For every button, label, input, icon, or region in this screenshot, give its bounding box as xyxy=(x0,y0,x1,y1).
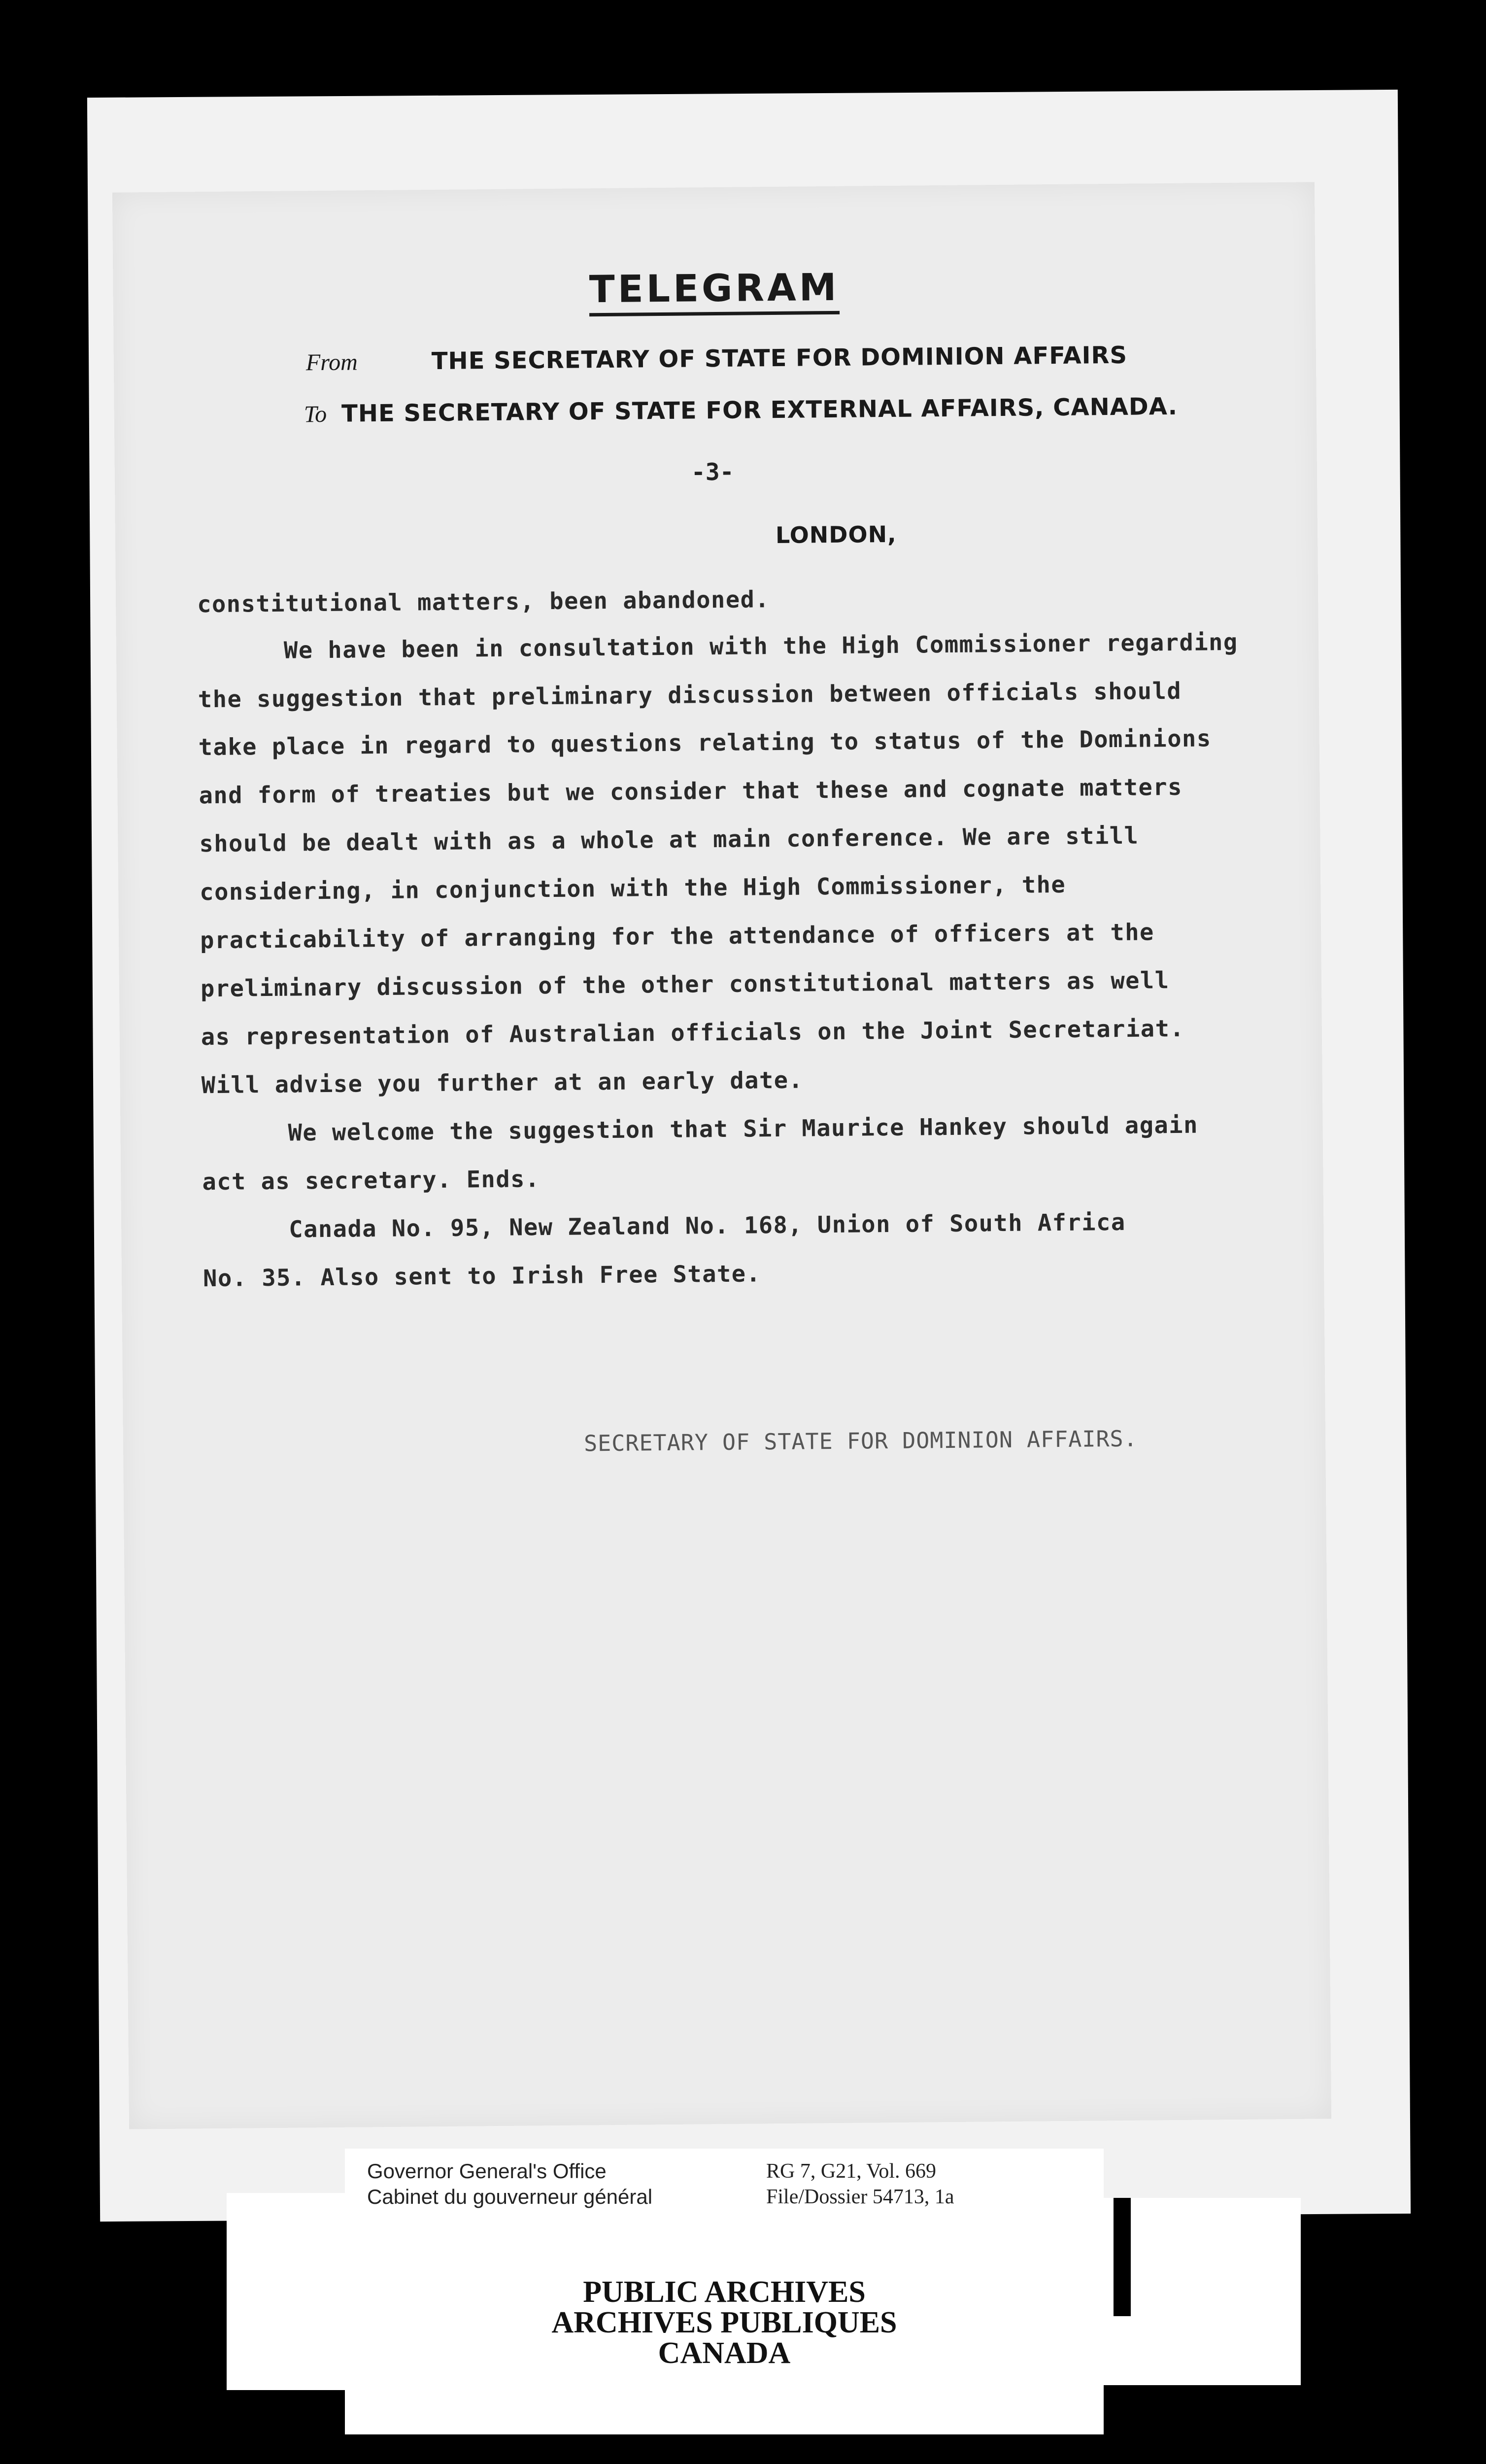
body-line: as representation of Australian officials on the Joint Secretariat. xyxy=(201,1015,1185,1051)
to-line xyxy=(304,392,1240,428)
telegram-heading: TELEGRAM xyxy=(113,261,1316,315)
body-line: We have been in consultation with the High Commissioner regarding xyxy=(283,628,1238,664)
archive-name xyxy=(345,2277,1104,2368)
to-text: THE SECRETARY OF STATE FOR EXTERNAL AFFAIRS, CANADA. xyxy=(341,392,1178,428)
body-line: Canada No. 95, New Zealand No. 168, Union of South Africa xyxy=(289,1208,1126,1243)
body-line: We welcome the suggestion that Sir Maurice Hankey should again xyxy=(288,1111,1199,1147)
body-line: preliminary discussion of the other constitutional matters as well xyxy=(200,967,1170,1003)
body-line: considering, in conjunction with the High Commissioner, the xyxy=(200,871,1066,906)
office-french: Cabinet du gouverneur général xyxy=(367,2185,653,2208)
body-line: should be dealt with as a whole at main conference. We are still xyxy=(199,822,1139,858)
file-number: File/Dossier 54713, 1a xyxy=(766,2186,954,2208)
office-english: Governor General's Office xyxy=(367,2159,607,2183)
body-line: act as secretary. Ends. xyxy=(202,1165,540,1196)
signature-line: SECRETARY OF STATE FOR DOMINION AFFAIRS. xyxy=(583,1425,1138,1457)
archive-name-french: ARCHIVES PUBLIQUES xyxy=(551,2306,897,2339)
telegram-page xyxy=(112,182,1331,2129)
body-line: and form of treaties but we consider that these and cognate matters xyxy=(199,773,1183,810)
reference-number: RG 7, G21, Vol. 669 xyxy=(766,2160,937,2183)
body-line: practicability of arranging for the attendance of officers at the xyxy=(200,919,1155,955)
to-label: To xyxy=(304,401,327,428)
label-tab-right xyxy=(1104,2198,1301,2385)
from-label: From xyxy=(305,349,358,376)
label-tab-left xyxy=(227,2193,360,2390)
body-line: take place in regard to questions relating to status of the Dominions xyxy=(198,725,1212,761)
from-line xyxy=(306,341,1242,376)
archive-reference xyxy=(766,2158,954,2210)
body-line: Will advise you further at an early date. xyxy=(201,1066,804,1099)
from-text: THE SECRETARY OF STATE FOR DOMINION AFFAIRS xyxy=(431,341,1128,376)
archive-country: CANADA xyxy=(658,2336,791,2370)
place-line: LONDON, xyxy=(775,520,897,548)
body-line: constitutional matters, been abandoned. xyxy=(197,586,770,618)
body-line: the suggestion that preliminary discussion between officials should xyxy=(198,677,1182,714)
body-line: No. 35. Also sent to Irish Free State. xyxy=(203,1260,761,1293)
label-divider xyxy=(1114,2198,1131,2316)
archive-office xyxy=(367,2158,652,2210)
archive-name-english: PUBLIC ARCHIVES xyxy=(583,2275,866,2309)
page-number: -3- xyxy=(691,458,734,486)
